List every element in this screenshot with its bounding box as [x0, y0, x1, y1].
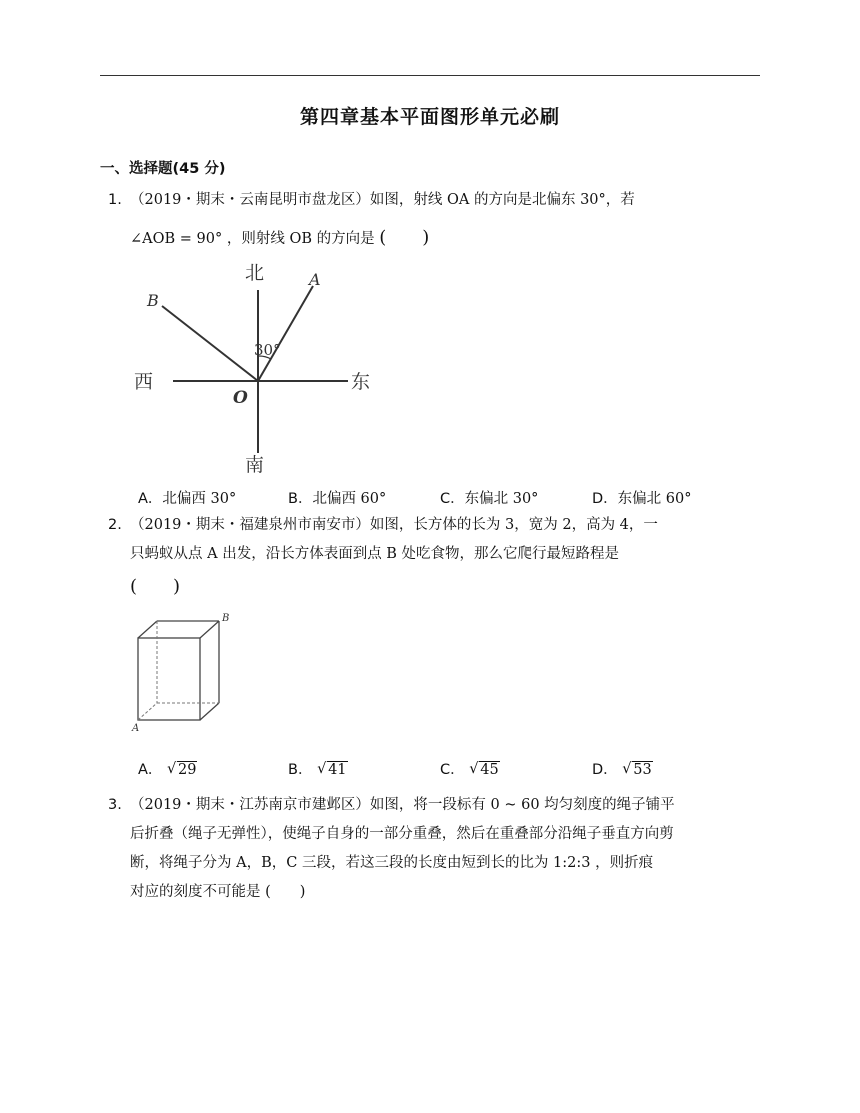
section-heading: 一、选择题(45 分) [100, 161, 226, 177]
q2-text-line1: （2019・期末・福建泉州市南安市）如图，长方体的长为 3，宽为 2，高为 4，一 [130, 517, 658, 533]
q2-line2 [130, 542, 619, 563]
q3-line3 [130, 851, 653, 872]
sqrt-symbol: √ 41 [317, 761, 347, 778]
q1-option-c[interactable]: C．东偏北 30° [440, 491, 539, 507]
cuboid-front-face [138, 638, 200, 720]
west-label: 西 [134, 371, 154, 393]
ray-oa [258, 286, 313, 381]
point-o-label: O [233, 388, 248, 408]
q1-direction-figure [128, 258, 388, 478]
ray-ob [162, 306, 258, 381]
q1-text-line2: ∠AOB = 90° ，则射线 OB 的方向是 [130, 231, 375, 247]
q3-line4 [130, 880, 305, 901]
q3-line2 [130, 822, 674, 843]
sqrt-symbol: √ 53 [622, 761, 652, 778]
page-title: 第四章基本平面图形单元必刷 [299, 106, 560, 128]
q2-line3 [130, 572, 180, 598]
south-label: 南 [245, 454, 265, 476]
q1-line1 [108, 188, 635, 209]
q3-text-line2: 后折叠（绳子无弹性），使绳子自身的一部分重叠，然后在重叠部分沿绳子垂直方向剪 [130, 826, 674, 842]
q2-option-b[interactable]: B． √ 41 [288, 761, 347, 778]
q1-option-a[interactable]: A．北偏西 30° [138, 491, 237, 507]
q1-option-b[interactable]: B．北偏西 60° [288, 491, 387, 507]
sqrt-symbol: √ 29 [167, 761, 197, 778]
q3-number: 3. [108, 797, 122, 813]
q1-answer-paren: ( ) [379, 227, 430, 248]
q1-number: 1. [108, 192, 122, 208]
q2-option-d[interactable]: D． √ 53 [592, 761, 652, 778]
q2-option-a[interactable]: A． √ 29 [138, 761, 197, 778]
q1-option-d[interactable]: D．东偏北 60° [592, 491, 692, 507]
q2-cuboid-figure [130, 610, 245, 735]
point-a-label: A [132, 723, 140, 734]
q3-text-line1: （2019・期末・江苏南京市建邺区）如图，将一段标有 0 ~ 60 均匀刻度的绳子铺平 [130, 797, 675, 813]
east-label: 东 [351, 371, 371, 393]
point-a-label: A [309, 270, 321, 289]
q2-answer-paren: ( ) [130, 576, 181, 597]
angle-label: 30° [254, 341, 281, 359]
q2-number: 2. [108, 517, 122, 533]
q2-line1 [108, 513, 658, 534]
q3-text-line3: 断，将绳子分为 A，B，C 三段，若这三段的长度由短到长的比为 1:2:3 ，则折痕 [130, 855, 654, 871]
q3-text-line4: 对应的刻度不可能是 [130, 884, 261, 900]
q3-line1 [108, 793, 675, 814]
q1-text-line1: （2019・期末・云南昆明市盘龙区）如图，射线 OA 的方向是北偏东 30°，若 [130, 192, 635, 208]
point-b-label: B [147, 291, 159, 310]
q3-answer-paren: ( ) [265, 884, 306, 900]
q1-line2 [130, 223, 429, 249]
q2-option-c[interactable]: C． √ 45 [440, 761, 499, 778]
header-rule [100, 75, 760, 76]
point-b-label: B [222, 613, 230, 624]
sqrt-symbol: √ 45 [469, 761, 499, 778]
q2-text-line2: 只蚂蚁从点 A 出发，沿长方体表面到点 B 处吃食物，那么它爬行最短路程是 [130, 546, 620, 562]
north-label: 北 [245, 262, 265, 284]
